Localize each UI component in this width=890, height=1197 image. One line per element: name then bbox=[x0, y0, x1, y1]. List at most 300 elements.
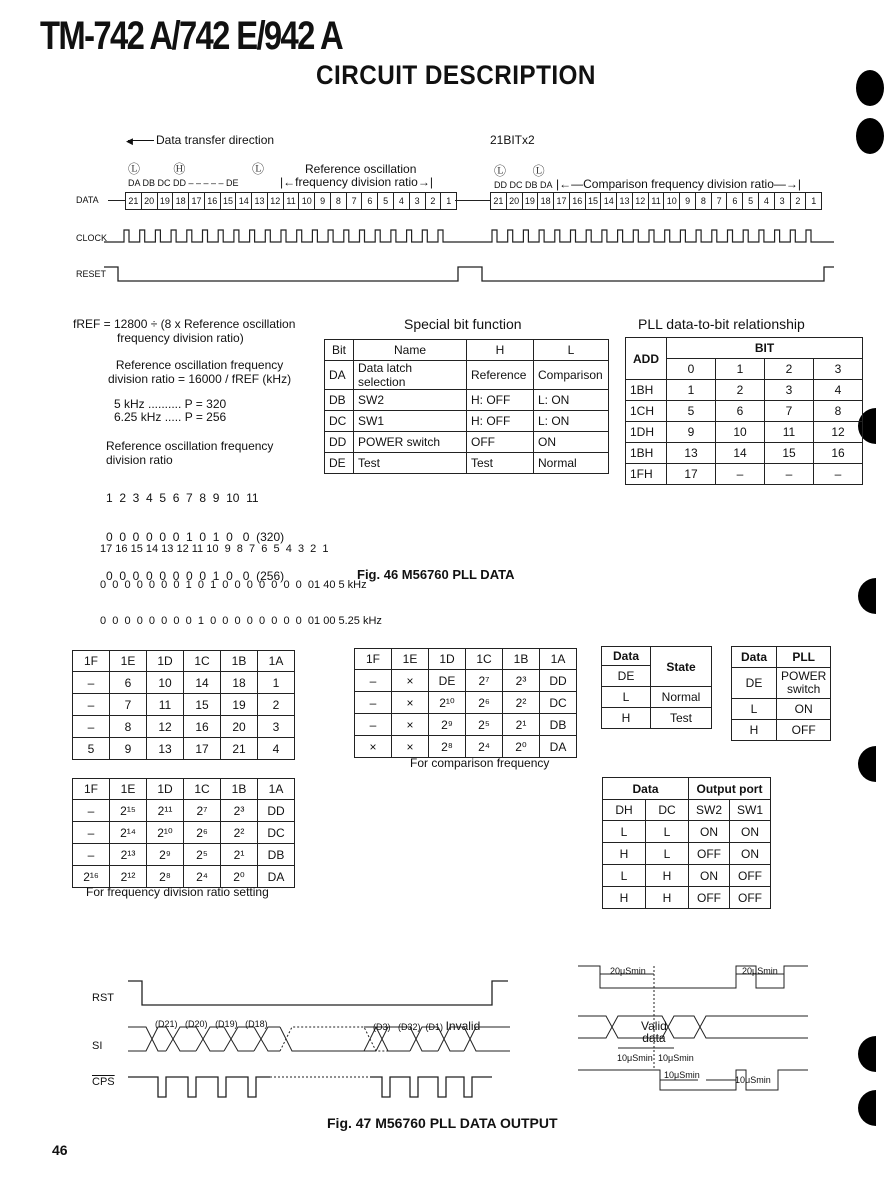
special-title: Special bit function bbox=[404, 316, 522, 332]
table-cell: × bbox=[392, 736, 429, 758]
t20-right: 20μSmin bbox=[742, 966, 778, 976]
table-row bbox=[355, 714, 577, 736]
table-cell: 10 bbox=[716, 422, 765, 443]
binder-hole bbox=[856, 70, 884, 106]
col-header: 1B bbox=[503, 649, 540, 670]
table-cell: 5 bbox=[73, 738, 110, 760]
bit-cell: 12 bbox=[633, 193, 649, 209]
table-cell: 11 bbox=[147, 694, 184, 716]
bit-cell: 3 bbox=[410, 193, 426, 209]
col-header: 1A bbox=[258, 651, 295, 672]
table-cell: × bbox=[392, 692, 429, 714]
table-row bbox=[626, 401, 863, 422]
table-cell: 1CH bbox=[626, 401, 667, 422]
table-cell: SW2 bbox=[354, 390, 467, 411]
table-cell: 9 bbox=[667, 422, 716, 443]
table-cell: 2⁰ bbox=[221, 866, 258, 888]
si-label-d3: (D3) bbox=[373, 1022, 391, 1032]
table-cell: 4 bbox=[258, 738, 295, 760]
table-cell: – bbox=[814, 464, 863, 485]
si-label-d20: (D20) bbox=[185, 1019, 208, 1029]
cps-label: $\overline{CPS}$ bbox=[92, 1076, 115, 1088]
cmp-label: |←—Comparison frequency division ratio—→| bbox=[556, 177, 802, 191]
table-cell: DD bbox=[258, 800, 295, 822]
binder-mark bbox=[858, 746, 876, 782]
table-row bbox=[325, 432, 609, 453]
model-title: TM-742 A/742 E/942 A bbox=[40, 14, 343, 58]
col-header: 1E bbox=[110, 779, 147, 800]
table-cell: 2¹⁴ bbox=[110, 822, 147, 844]
table-cell: Data latch selection bbox=[354, 361, 467, 390]
col-header: 1D bbox=[147, 779, 184, 800]
table-cell: DB bbox=[258, 844, 295, 866]
col-header: 1C bbox=[466, 649, 503, 670]
table-cell: H bbox=[602, 708, 651, 729]
bit-cell: 11 bbox=[649, 193, 665, 209]
special-bit-table bbox=[324, 339, 609, 474]
table-cell: DE bbox=[429, 670, 466, 692]
si-label: SI bbox=[92, 1040, 103, 1052]
table-cell: 7 bbox=[765, 401, 814, 422]
col-header: 1F bbox=[73, 779, 110, 800]
ratio-bits-320: 0 0 0 0 0 0 1 0 1 0 0 (320) bbox=[106, 530, 285, 544]
ref-ratio-line-1: Reference oscillation frequency bbox=[106, 439, 274, 453]
table-cell: 12 bbox=[814, 422, 863, 443]
table-cell: 1 bbox=[258, 672, 295, 694]
table-cell: 2² bbox=[221, 822, 258, 844]
bit-cell: 15 bbox=[221, 193, 237, 209]
t3-caption: For frequency division ratio setting bbox=[86, 885, 269, 899]
table-cell: – bbox=[73, 800, 110, 822]
page-number: 46 bbox=[52, 1142, 68, 1158]
table-row bbox=[626, 464, 863, 485]
table-row bbox=[732, 720, 831, 741]
table-cell: 2⁰ bbox=[503, 736, 540, 758]
table-cell: 16 bbox=[184, 716, 221, 738]
col-header: 1E bbox=[392, 649, 429, 670]
table-cell: 2¹⁶ bbox=[73, 866, 110, 888]
bit-cell: 17 bbox=[189, 193, 205, 209]
ratio-bits-256: 0 0 0 0 0 0 0 0 1 0 0 (256) bbox=[106, 569, 285, 583]
ref-bit-row bbox=[125, 192, 457, 210]
col-header: 1D bbox=[147, 651, 184, 672]
table-row bbox=[73, 716, 295, 738]
format-label: 21BITx2 bbox=[490, 133, 535, 147]
bit-cell: 10 bbox=[299, 193, 315, 209]
add-header: ADD bbox=[626, 338, 667, 380]
t20-left: 20μSmin bbox=[610, 966, 646, 976]
si-label-d19: (D19) bbox=[215, 1019, 238, 1029]
col-header: DH bbox=[603, 800, 646, 821]
pllsw-de: DE bbox=[732, 668, 777, 699]
table-cell: Normal bbox=[651, 687, 712, 708]
table-cell: – bbox=[355, 714, 392, 736]
fref-equation-2: frequency division ratio) bbox=[117, 331, 244, 345]
table-cell: 8 bbox=[110, 716, 147, 738]
fig47-caption: Fig. 47 M56760 PLL DATA OUTPUT bbox=[327, 1115, 558, 1131]
table-cell: 1 bbox=[667, 380, 716, 401]
bit-cell: 13 bbox=[617, 193, 633, 209]
bit-cell: 9 bbox=[315, 193, 331, 209]
col-header: 1C bbox=[184, 779, 221, 800]
table-row bbox=[325, 411, 609, 432]
t10-d: 10μSmin bbox=[735, 1075, 771, 1085]
bit-cell: 12 bbox=[268, 193, 284, 209]
cmp-bits: DD DC DB DA bbox=[494, 180, 553, 190]
table-cell: DC bbox=[325, 411, 354, 432]
si-label-d1: (D1) bbox=[425, 1022, 444, 1032]
table-row bbox=[602, 708, 712, 729]
table-cell: H bbox=[732, 720, 777, 741]
valid-data-label bbox=[641, 1020, 667, 1044]
table-cell: 6 bbox=[716, 401, 765, 422]
table-cell: L bbox=[646, 821, 689, 843]
fref-equation: fREF = 12800 ÷ (8 x Reference oscillation bbox=[73, 317, 296, 331]
bit-cell: 2 bbox=[791, 193, 807, 209]
clock-pulses bbox=[104, 230, 834, 242]
direction-label: ◀ Data transfer direction bbox=[126, 133, 275, 147]
data-line bbox=[455, 200, 490, 201]
table-row bbox=[325, 390, 609, 411]
table-cell: – bbox=[355, 670, 392, 692]
table-cell: 2 bbox=[716, 380, 765, 401]
pllsw-val: POWER switch bbox=[777, 668, 831, 699]
table-row bbox=[73, 738, 295, 760]
table-cell: OFF bbox=[730, 865, 771, 887]
p-values bbox=[114, 398, 226, 424]
notes-block bbox=[73, 317, 333, 345]
reset-waveform bbox=[100, 263, 840, 285]
si-label-invalid: Invalid bbox=[445, 1019, 481, 1033]
bit-cell: 16 bbox=[570, 193, 586, 209]
table-cell: L bbox=[603, 865, 646, 887]
table-cell: ON bbox=[730, 821, 771, 843]
table-cell: – bbox=[355, 692, 392, 714]
col-header: Bit bbox=[325, 340, 354, 361]
col-header: H bbox=[467, 340, 534, 361]
table-cell: 17 bbox=[184, 738, 221, 760]
table-cell: × bbox=[392, 714, 429, 736]
bit-cell: 1 bbox=[811, 196, 817, 206]
clock-waveform bbox=[100, 226, 840, 248]
table-cell: OFF bbox=[689, 887, 730, 909]
table-cell: 17 bbox=[667, 464, 716, 485]
table-cell: DD bbox=[540, 670, 577, 692]
table-cell: 2⁹ bbox=[429, 714, 466, 736]
table-cell: Normal bbox=[534, 453, 609, 474]
outport-h2: Output port bbox=[689, 778, 771, 800]
table-cell: DD bbox=[325, 432, 354, 453]
table-cell: 2⁷ bbox=[184, 800, 221, 822]
t10-a: 10μSmin bbox=[617, 1053, 653, 1063]
table-cell: Comparison bbox=[534, 361, 609, 390]
table-cell: 14 bbox=[716, 443, 765, 464]
t10-b: 10μSmin bbox=[658, 1053, 694, 1063]
addr-table-3 bbox=[72, 778, 295, 888]
table-cell: H bbox=[646, 887, 689, 909]
table-cell: DB bbox=[540, 714, 577, 736]
bit-cell: 18 bbox=[538, 193, 554, 209]
bit-cell: 19 bbox=[523, 193, 539, 209]
table-cell: – bbox=[73, 844, 110, 866]
table-cell: 2⁵ bbox=[466, 714, 503, 736]
table-cell: POWER switch bbox=[354, 432, 467, 453]
table-cell: 2⁷ bbox=[466, 670, 503, 692]
table-cell: 14 bbox=[184, 672, 221, 694]
bit-cell: 3 bbox=[775, 193, 791, 209]
addr-table-2 bbox=[354, 648, 577, 758]
table-cell: 13 bbox=[667, 443, 716, 464]
table-cell: 2¹² bbox=[110, 866, 147, 888]
bit-cell: 10 bbox=[664, 193, 680, 209]
cmp-bit-index: 17 16 15 14 13 12 11 10 9 8 7 6 5 4 3 2 1 bbox=[100, 543, 329, 555]
col-header: SW2 bbox=[689, 800, 730, 821]
bit-cell: 13 bbox=[252, 193, 268, 209]
table-cell: 2⁸ bbox=[429, 736, 466, 758]
table-cell: Reference bbox=[467, 361, 534, 390]
table-cell: ON bbox=[689, 821, 730, 843]
pll-map-title: PLL data-to-bit relationship bbox=[638, 316, 805, 332]
table-cell: 2⁹ bbox=[147, 844, 184, 866]
table-cell: 2⁶ bbox=[184, 822, 221, 844]
table-row bbox=[603, 821, 771, 843]
table-cell: 20 bbox=[221, 716, 258, 738]
bit-cell: 20 bbox=[142, 193, 158, 209]
table-cell: L: ON bbox=[534, 411, 609, 432]
table-cell: L bbox=[732, 699, 777, 720]
table-cell: – bbox=[716, 464, 765, 485]
table-cell: 21 bbox=[221, 738, 258, 760]
table-cell: H bbox=[603, 887, 646, 909]
table-cell: DC bbox=[540, 692, 577, 714]
bit-cell: 14 bbox=[236, 193, 252, 209]
table-cell: 1BH bbox=[626, 380, 667, 401]
bit-header: BIT bbox=[667, 338, 863, 359]
output-timing-waveforms bbox=[120, 975, 520, 1105]
p-value-5khz: 5 kHz .......... P = 320 bbox=[114, 397, 227, 411]
col-header: SW1 bbox=[730, 800, 771, 821]
table-row bbox=[626, 443, 863, 464]
table-cell: 2³ bbox=[503, 670, 540, 692]
table-cell: 11 bbox=[765, 422, 814, 443]
bit-cell: 15 bbox=[586, 193, 602, 209]
valid-label-2: data bbox=[642, 1031, 666, 1045]
ref-marks: Ⓛ Ⓗ Ⓛ bbox=[128, 162, 265, 176]
rst-label: RST bbox=[92, 992, 114, 1004]
col-header: L bbox=[534, 340, 609, 361]
bit-cell: 8 bbox=[331, 193, 347, 209]
bit-cell: 9 bbox=[680, 193, 696, 209]
col-header: 3 bbox=[814, 359, 863, 380]
table-row bbox=[603, 843, 771, 865]
table-cell: ON bbox=[730, 843, 771, 865]
table-cell: 16 bbox=[814, 443, 863, 464]
ratio-bit-index: 1 2 3 4 5 6 7 8 9 10 11 bbox=[106, 491, 259, 505]
table-cell: OFF bbox=[730, 887, 771, 909]
table-cell: H bbox=[646, 865, 689, 887]
table-row bbox=[325, 361, 609, 390]
outport-h1: Data bbox=[603, 778, 689, 800]
table-cell: Test bbox=[467, 453, 534, 474]
table-cell: ON bbox=[534, 432, 609, 453]
table-cell: 2⁵ bbox=[184, 844, 221, 866]
cmp-marks: Ⓛ Ⓛ bbox=[494, 164, 545, 178]
pllsw-h2: PLL bbox=[777, 647, 831, 668]
bit-cell: 6 bbox=[362, 193, 378, 209]
col-header: 1A bbox=[258, 779, 295, 800]
table-cell: 19 bbox=[221, 694, 258, 716]
data-line bbox=[108, 200, 125, 201]
table-cell: DA bbox=[258, 866, 295, 888]
output-port-table bbox=[602, 777, 771, 909]
ref-ratio-line-2: division ratio bbox=[106, 453, 173, 467]
table-row bbox=[603, 865, 771, 887]
ref-label-1: Reference oscillation bbox=[305, 162, 417, 176]
table-cell: DC bbox=[258, 822, 295, 844]
table-cell: 5 bbox=[667, 401, 716, 422]
table-cell: ON bbox=[689, 865, 730, 887]
table-cell: L: ON bbox=[534, 390, 609, 411]
table-cell: SW1 bbox=[354, 411, 467, 432]
pll-switch-table bbox=[731, 646, 831, 741]
ratio-line-2: division ratio = 16000 / fREF (kHz) bbox=[108, 372, 292, 386]
table-cell: 2⁴ bbox=[184, 866, 221, 888]
table-cell: 2¹⁰ bbox=[147, 822, 184, 844]
bit-cell: 14 bbox=[601, 193, 617, 209]
table-cell: 1FH bbox=[626, 464, 667, 485]
table-cell: 7 bbox=[110, 694, 147, 716]
col-header: 2 bbox=[765, 359, 814, 380]
col-header: 1C bbox=[184, 651, 221, 672]
si-bit-labels-b bbox=[373, 1019, 480, 1033]
table-cell: OFF bbox=[777, 720, 831, 741]
cmp-bits-5khz: 0 0 0 0 0 0 0 1 0 1 0 0 0 0 0 0 0 01 40 5 kHz bbox=[100, 579, 367, 591]
si-label-d21: (D21) bbox=[155, 1019, 178, 1029]
ratio-line-1: Reference oscillation frequency bbox=[115, 358, 284, 372]
p-value-625khz: 6.25 kHz ..... P = 256 bbox=[114, 410, 227, 424]
table-row bbox=[626, 422, 863, 443]
table-cell: H: OFF bbox=[467, 411, 534, 432]
ref-ratio-block bbox=[106, 439, 273, 467]
bit-cell: 17 bbox=[554, 193, 570, 209]
col-header: 0 bbox=[667, 359, 716, 380]
col-header: 1 bbox=[716, 359, 765, 380]
col-header: 1F bbox=[73, 651, 110, 672]
state-table bbox=[601, 646, 712, 729]
table-cell: 6 bbox=[110, 672, 147, 694]
binder-hole bbox=[856, 118, 884, 154]
table-cell: H: OFF bbox=[467, 390, 534, 411]
bit-cell: 6 bbox=[727, 193, 743, 209]
table-cell: 2 bbox=[258, 694, 295, 716]
col-header: 1B bbox=[221, 779, 258, 800]
clock-signal-label: CLOCK bbox=[76, 233, 108, 243]
col-header: DC bbox=[646, 800, 689, 821]
data-signal-label: DATA bbox=[76, 195, 99, 205]
bit-cell: 21 bbox=[126, 193, 142, 209]
table-cell: L bbox=[602, 687, 651, 708]
bit-cell: 7 bbox=[347, 193, 363, 209]
col-header: Name bbox=[354, 340, 467, 361]
table-cell: 10 bbox=[147, 672, 184, 694]
ratio-block bbox=[108, 358, 291, 386]
table-cell: OFF bbox=[689, 843, 730, 865]
table-cell: L bbox=[603, 821, 646, 843]
fig46-caption: Fig. 46 M56760 PLL DATA bbox=[357, 567, 515, 582]
table-row bbox=[626, 380, 863, 401]
table-row bbox=[73, 822, 295, 844]
table-cell: 2³ bbox=[221, 800, 258, 822]
table-cell: 1BH bbox=[626, 443, 667, 464]
bit-cell: 11 bbox=[284, 193, 300, 209]
table-cell: 3 bbox=[765, 380, 814, 401]
table-cell: 3 bbox=[258, 716, 295, 738]
cmp-bit-row bbox=[490, 192, 822, 210]
table-row bbox=[732, 699, 831, 720]
table-cell: 18 bbox=[221, 672, 258, 694]
cmp-bits-block bbox=[100, 519, 382, 639]
table-row bbox=[73, 694, 295, 716]
table-cell: 2¹ bbox=[503, 714, 540, 736]
table-cell: 2⁴ bbox=[466, 736, 503, 758]
si-label-d32: (D32) bbox=[398, 1022, 421, 1032]
table-cell: 2¹ bbox=[221, 844, 258, 866]
table-cell: 9 bbox=[110, 738, 147, 760]
state-h2: State bbox=[651, 647, 712, 687]
table-cell: DE bbox=[325, 453, 354, 474]
table-cell: 8 bbox=[814, 401, 863, 422]
table-cell: – bbox=[73, 672, 110, 694]
table-cell: – bbox=[765, 464, 814, 485]
table-row bbox=[355, 670, 577, 692]
table-cell: 2¹³ bbox=[110, 844, 147, 866]
bit-cell: 2 bbox=[426, 193, 442, 209]
table-cell: OFF bbox=[467, 432, 534, 453]
table-cell: × bbox=[355, 736, 392, 758]
bit-cell: 21 bbox=[491, 193, 507, 209]
table-cell: 2¹⁰ bbox=[429, 692, 466, 714]
table-cell: 1DH bbox=[626, 422, 667, 443]
bit-cell: 20 bbox=[507, 193, 523, 209]
state-h1: Data bbox=[602, 647, 651, 666]
ref-label-2: |←frequency division ratio→| bbox=[280, 175, 433, 189]
col-header: 1F bbox=[355, 649, 392, 670]
col-header: 1D bbox=[429, 649, 466, 670]
table-cell: – bbox=[73, 822, 110, 844]
binder-mark bbox=[858, 1090, 876, 1126]
col-header: 1A bbox=[540, 649, 577, 670]
table-cell: 2¹¹ bbox=[147, 800, 184, 822]
table-row bbox=[603, 887, 771, 909]
pllsw-h1: Data bbox=[732, 647, 777, 668]
table-cell: 2² bbox=[503, 692, 540, 714]
table-cell: Test bbox=[354, 453, 467, 474]
table-row bbox=[355, 692, 577, 714]
si-bit-labels-a bbox=[155, 1019, 268, 1029]
table-cell: Test bbox=[651, 708, 712, 729]
table-cell: ON bbox=[777, 699, 831, 720]
bit-cell: 4 bbox=[394, 193, 410, 209]
bit-cell: 1 bbox=[446, 196, 452, 206]
valid-label-1: Valid bbox=[641, 1019, 667, 1033]
table-row bbox=[73, 800, 295, 822]
table-cell: DA bbox=[540, 736, 577, 758]
col-header: 1B bbox=[221, 651, 258, 672]
table-cell: L bbox=[646, 843, 689, 865]
addr-table-1 bbox=[72, 650, 295, 760]
table-cell: 15 bbox=[184, 694, 221, 716]
table-cell: DB bbox=[325, 390, 354, 411]
